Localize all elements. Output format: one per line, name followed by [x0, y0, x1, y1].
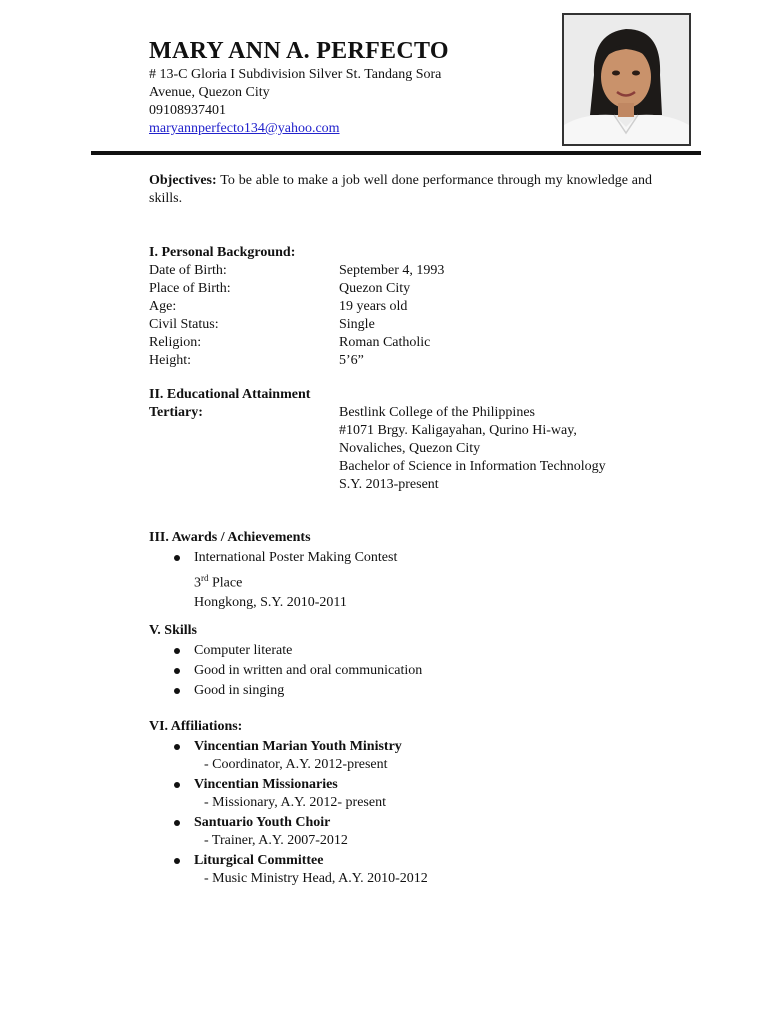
info-value: September 4, 1993: [339, 263, 445, 278]
section-title: I. Personal Background:: [149, 245, 296, 260]
awards-section: [149, 529, 669, 612]
affiliations-section: [149, 718, 669, 888]
info-row: [149, 262, 669, 280]
info-value: Roman Catholic: [339, 335, 431, 350]
profile-photo: [562, 13, 691, 146]
info-row: [149, 352, 669, 370]
list-item: Vincentian Marian Youth Ministry: [149, 738, 669, 756]
school-year: S.Y. 2013-present: [339, 477, 439, 492]
address-line-1: # 13-C Gloria I Subdivision Silver St. Tandang Sora: [149, 67, 442, 82]
place-number: 3: [194, 575, 201, 591]
education-row: [149, 404, 669, 494]
resume-header: [149, 36, 549, 138]
award-location: Hongkong, S.Y. 2010-2011: [194, 594, 347, 610]
info-label: Date of Birth:: [149, 263, 227, 278]
affiliation-role: - Trainer, A.Y. 2007-2012: [204, 833, 348, 848]
section-title: III. Awards / Achievements: [149, 530, 311, 545]
affiliation-role: - Music Ministry Head, A.Y. 2010-2012: [204, 871, 428, 886]
info-row: [149, 334, 669, 352]
header-divider: [91, 151, 701, 155]
school-address-2: Novaliches, Quezon City: [339, 441, 481, 456]
degree: Bachelor of Science in Information Technology: [339, 459, 606, 474]
info-row: [149, 316, 669, 334]
list-item: Computer literate: [149, 642, 669, 660]
objectives-label: Objectives:: [149, 173, 217, 188]
list-item: Good in singing: [149, 682, 669, 700]
education-section: [149, 386, 669, 494]
info-label: Height:: [149, 353, 191, 368]
info-row: [149, 280, 669, 298]
place-word: Place: [208, 575, 243, 591]
place-suffix: rd: [201, 573, 209, 583]
info-label: Place of Birth:: [149, 281, 231, 296]
list-item: Vincentian Missionaries: [149, 776, 669, 794]
list-item: International Poster Making Contest: [149, 549, 669, 567]
info-value: 5’6”: [339, 353, 364, 368]
education-level: Tertiary:: [149, 405, 203, 420]
school-name: Bestlink College of the Philippines: [339, 405, 535, 420]
education-details: [339, 404, 669, 494]
info-row: [149, 298, 669, 316]
affiliation-role: - Missionary, A.Y. 2012- present: [204, 795, 386, 810]
portrait-image: [564, 15, 689, 144]
info-label: Religion:: [149, 335, 202, 350]
info-value: Single: [339, 317, 375, 332]
school-address-1: #1071 Brgy. Kaligayahan, Qurino Hi-way,: [339, 423, 577, 438]
address-line-2: Avenue, Quezon City: [149, 85, 270, 100]
section-title: V. Skills: [149, 623, 197, 638]
info-value: 19 years old: [339, 299, 408, 314]
phone-number: 09108937401: [149, 103, 226, 118]
affiliation-role: - Coordinator, A.Y. 2012-present: [204, 757, 388, 772]
skills-section: [149, 622, 669, 700]
section-title: VI. Affiliations:: [149, 719, 243, 734]
section-title: II. Educational Attainment: [149, 387, 311, 402]
info-label: Age:: [149, 299, 177, 314]
applicant-name: MARY ANN A. PERFECTO: [149, 38, 449, 64]
info-label: Civil Status:: [149, 317, 219, 332]
objectives-section: [149, 172, 652, 208]
objectives-text: To be able to make a job well done performance through my knowledge and skills.: [149, 173, 652, 206]
list-item: Liturgical Committee: [149, 852, 669, 870]
info-value: Quezon City: [339, 281, 411, 296]
personal-background-section: [149, 244, 669, 370]
list-item: Santuario Youth Choir: [149, 814, 669, 832]
award-place: [149, 569, 669, 593]
email-link[interactable]: maryannperfecto134@yahoo.com: [149, 121, 340, 136]
list-item: Good in written and oral communication: [149, 662, 669, 680]
